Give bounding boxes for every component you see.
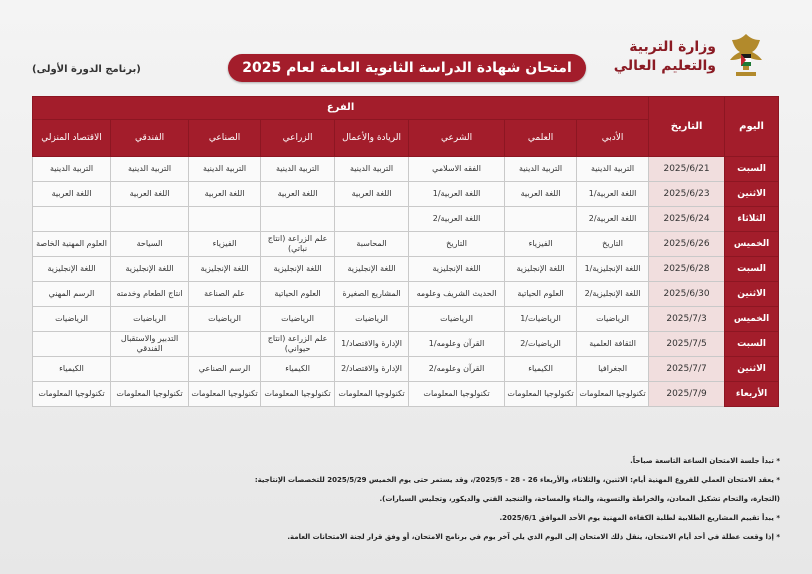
subject-cell: اللغة العربية — [335, 182, 409, 207]
row-date: 2025/7/5 — [649, 332, 725, 357]
subject-cell: تكنولوجيا المعلومات — [261, 382, 335, 407]
subject-cell: التربية الدينية — [505, 157, 577, 182]
subject-cell: الرياضيات — [409, 307, 505, 332]
row-date: 2025/6/30 — [649, 282, 725, 307]
row-day: السبت — [725, 257, 779, 282]
schedule-row — [33, 282, 779, 307]
subject-cell: التربية الدينية — [261, 157, 335, 182]
row-day: الاثنين — [725, 357, 779, 382]
subject-cell: تكنولوجيا المعلومات — [409, 382, 505, 407]
ministry-line-1: وزارة التربية — [629, 39, 716, 55]
subject-cell: اللغة الإنجليزية — [111, 257, 189, 282]
subject-cell: اللغة العربية/1 — [577, 182, 649, 207]
subject-cell: تكنولوجيا المعلومات — [335, 382, 409, 407]
subject-cell: اللغة العربية — [33, 182, 111, 207]
subject-cell: الرسم الصناعي — [189, 357, 261, 382]
subject-cell: التربية الدينية — [335, 157, 409, 182]
subject-cell: الحديث الشريف وعلومه — [409, 282, 505, 307]
note-line: * إذا وقعت عطلة في أحد أيام الامتحان، ينقل ذلك الامتحان إلى اليوم الذي يلي آخر يوم في برنامج الامتحان، أو وفق قرار لجنة الامتحانات العامة. — [287, 533, 780, 541]
subject-cell: التدبير والاستقبال الفندقي — [111, 332, 189, 357]
subject-cell: الرياضيات/1 — [505, 307, 577, 332]
subject-cell: المحاسبة — [335, 232, 409, 257]
row-day: الثلاثاء — [725, 207, 779, 232]
subject-cell: التربية الدينية — [111, 157, 189, 182]
row-date: 2025/6/21 — [649, 157, 725, 182]
subject-cell: الرياضيات — [111, 307, 189, 332]
subject-cell: الرياضيات/2 — [505, 332, 577, 357]
note-line: (التجارة، والتحام تشكيل المعادن، والخراطة والتسوية، والبناء والمساحة، والتنجيد الفني والديكور، وتجليس السيارات). — [379, 495, 780, 503]
exam-title: امتحان شهادة الدراسة الثانوية العامة لعام 2025 — [228, 54, 586, 82]
subject-cell: العلوم المهنية الخاصة — [33, 232, 111, 257]
subject-cell: اللغة الإنجليزية/1 — [577, 257, 649, 282]
row-date: 2025/6/26 — [649, 232, 725, 257]
branch-header: الريادة والأعمال — [335, 120, 409, 157]
branch-header: الفندقي — [111, 120, 189, 157]
note-line: * تبدأ جلسة الامتحان الساعة التاسعة صباحاً. — [630, 457, 780, 465]
subject-cell: التاريخ — [577, 232, 649, 257]
schedule-row — [33, 307, 779, 332]
schedule-row — [33, 382, 779, 407]
ministry-line-2: والتعليم العالي — [613, 58, 716, 74]
subject-cell: الفيزياء — [505, 232, 577, 257]
subject-cell — [33, 207, 111, 232]
subject-cell: علم الزراعة (انتاج حيواني) — [261, 332, 335, 357]
subject-cell: اللغة الإنجليزية — [33, 257, 111, 282]
subject-cell: التاريخ — [409, 232, 505, 257]
subject-cell: العلوم الحياتية — [505, 282, 577, 307]
ministry-eagle-emblem-icon — [724, 30, 768, 80]
subject-cell: اللغة الإنجليزية — [261, 257, 335, 282]
subject-cell: الرياضيات — [577, 307, 649, 332]
branch-header: الشرعي — [409, 120, 505, 157]
subject-cell: الرسم المهني — [33, 282, 111, 307]
col-branch-header: الفرع — [33, 97, 649, 120]
exam-notes — [40, 452, 780, 547]
branch-header: العلمي — [505, 120, 577, 157]
subject-cell: الفيزياء — [189, 232, 261, 257]
subject-cell: المشاريع الصغيرة — [335, 282, 409, 307]
subject-cell — [189, 207, 261, 232]
subject-cell — [261, 207, 335, 232]
row-day: الخميس — [725, 232, 779, 257]
row-day: الخميس — [725, 307, 779, 332]
schedule-row — [33, 157, 779, 182]
subject-cell — [111, 357, 189, 382]
subject-cell: اللغة الإنجليزية — [409, 257, 505, 282]
branch-header: الاقتصاد المنزلي — [33, 120, 111, 157]
col-day-header: اليوم — [725, 97, 779, 157]
subject-cell: الكيمياء — [505, 357, 577, 382]
subject-cell: الثقافة العلمية — [577, 332, 649, 357]
subject-cell: اللغة الإنجليزية — [189, 257, 261, 282]
note-line: * يبدأ تقييم المشاريع الطلابية لطلبة الكفاءة المهنية يوم الأحد الموافق 2025/6/1. — [499, 514, 780, 522]
subject-cell: الإدارة والاقتصاد/1 — [335, 332, 409, 357]
schedule-row — [33, 232, 779, 257]
subject-cell: العلوم الحياتية — [261, 282, 335, 307]
subject-cell — [335, 207, 409, 232]
subject-cell: اللغة العربية — [505, 182, 577, 207]
branch-header: الزراعي — [261, 120, 335, 157]
subject-cell: الجغرافيا — [577, 357, 649, 382]
subject-cell: التربية الدينية — [577, 157, 649, 182]
row-date: 2025/7/3 — [649, 307, 725, 332]
subject-cell: الرياضيات — [33, 307, 111, 332]
row-date: 2025/6/28 — [649, 257, 725, 282]
col-date-header: التاريخ — [649, 97, 725, 157]
subject-cell: اللغة العربية/1 — [409, 182, 505, 207]
row-day: الاثنين — [725, 182, 779, 207]
subject-cell: اللغة العربية — [189, 182, 261, 207]
row-day: السبت — [725, 332, 779, 357]
subject-cell: انتاج الطعام وخدمته — [111, 282, 189, 307]
subject-cell: تكنولوجيا المعلومات — [33, 382, 111, 407]
row-date: 2025/7/9 — [649, 382, 725, 407]
row-date: 2025/6/23 — [649, 182, 725, 207]
subject-cell: اللغة العربية/2 — [409, 207, 505, 232]
subject-cell: تكنولوجيا المعلومات — [189, 382, 261, 407]
subject-cell: الرياضيات — [335, 307, 409, 332]
subject-cell: اللغة الإنجليزية — [335, 257, 409, 282]
subject-cell: الرياضيات — [189, 307, 261, 332]
subject-cell: تكنولوجيا المعلومات — [111, 382, 189, 407]
subject-cell: اللغة العربية/2 — [577, 207, 649, 232]
subject-cell: اللغة الإنجليزية — [505, 257, 577, 282]
branch-header: الأدبي — [577, 120, 649, 157]
subject-cell: الرياضيات — [261, 307, 335, 332]
row-day: السبت — [725, 157, 779, 182]
subject-cell: تكنولوجيا المعلومات — [577, 382, 649, 407]
schedule-row — [33, 357, 779, 382]
schedule-row — [33, 257, 779, 282]
branch-header: الصناعي — [189, 120, 261, 157]
row-day: الاثنين — [725, 282, 779, 307]
subject-cell — [189, 332, 261, 357]
subject-cell: الكيمياء — [33, 357, 111, 382]
exam-round-subtitle: (برنامج الدورة الأولى) — [32, 64, 141, 75]
subject-cell — [505, 207, 577, 232]
row-day: الأربعاء — [725, 382, 779, 407]
schedule-body — [33, 157, 779, 407]
subject-cell: علم الزراعة (انتاج نباتي) — [261, 232, 335, 257]
subject-cell: اللغة العربية — [111, 182, 189, 207]
subject-cell: التربية الدينية — [33, 157, 111, 182]
schedule-row — [33, 182, 779, 207]
row-date: 2025/7/7 — [649, 357, 725, 382]
subject-cell: الكيمياء — [261, 357, 335, 382]
subject-cell: التربية الدينية — [189, 157, 261, 182]
exam-schedule-table — [32, 96, 779, 407]
subject-cell: علم الصناعة — [189, 282, 261, 307]
schedule-row — [33, 207, 779, 232]
subject-cell: الإدارة والاقتصاد/2 — [335, 357, 409, 382]
subject-cell: اللغة الإنجليزية/2 — [577, 282, 649, 307]
subject-cell: تكنولوجيا المعلومات — [505, 382, 577, 407]
schedule-row — [33, 332, 779, 357]
subject-cell: القرآن وعلومه/2 — [409, 357, 505, 382]
ministry-name — [614, 38, 716, 76]
subject-cell: السياحة — [111, 232, 189, 257]
subject-cell — [33, 332, 111, 357]
subject-cell — [111, 207, 189, 232]
row-date: 2025/6/24 — [649, 207, 725, 232]
subject-cell: القرآن وعلومه/1 — [409, 332, 505, 357]
subject-cell: الفقه الاسلامي — [409, 157, 505, 182]
subject-cell: اللغة العربية — [261, 182, 335, 207]
note-line: * يعقد الامتحان العملي للفروع المهنية أيام: الاثنين، والثلاثاء، والأربعاء 26 - 28 - 2025/5/، وقد يستمر حتى يوم الخميس 2025/5/29 للتخصصات الإنتاجية: — [254, 476, 780, 484]
